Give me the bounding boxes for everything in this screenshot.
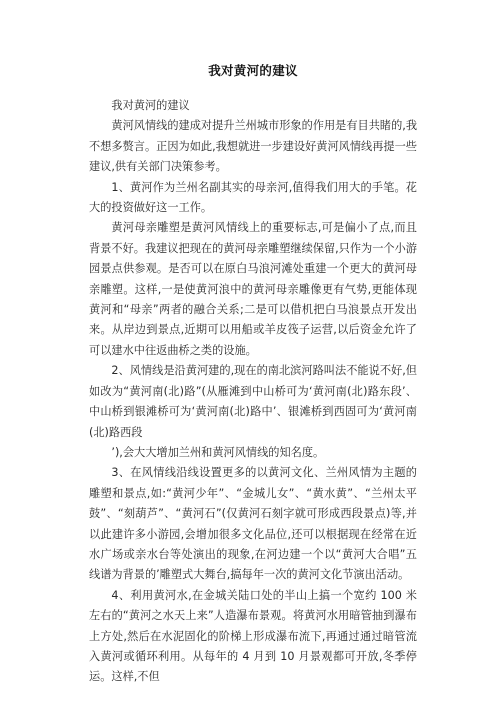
document-body — [89, 96, 417, 688]
paragraph-point-4: 4、利用黄河水,在金城关陆口处的半山上搞一个宽约 100 米左右的“黄河之水天上来”人造瀑布景观。将黄河水用暗管抽到瀑布上方处,然后在水泥固化的阶梯上形成瀑布流下,再通过通过暗管流入黄河或循环利用。从每年的 4 月到 10 月景观都可开放,冬季停运。这样,不但 — [89, 588, 417, 684]
paragraph-point-3: 3、在风情线沿线设置更多的以黄河文化、兰州风情为主题的雕塑和景点,如:“黄河少年”、“金城儿女”、“黄水黄”、“兰州太平鼓”、“刻葫芦”、“黄河石”(仅黄河石刻字就可形成西段景点)等,并以此建许多小游园,会增加很多文化品位,还可以根据现在经常在近水广场或亲水台等处演出的现象,在河边建一个以“黄河大合唱”五线谱为背景的’雕塑式大舞台,搞每年一次的黄河文化节演出活动。 — [89, 466, 417, 582]
paragraph-point-1-detail: 黄河母亲雕塑是黄河风情线上的重要标志,可是偏小了点,而且背景不好。我建议把现在的黄河母亲雕塑继续保留,只作为一个小游园景点供参观。是否可以在原白马浪河滩处重建一个更大的黄河母亲雕塑。这样,一是使黄河浪中的黄河母亲雕像更有气势,更能体现黄河和“母亲”两者的融合关系;二是可以借机把白马浪景点开发出来。从岸边到景点,近期可以用船或羊皮筏子运营,以后资金允许了可以建水中往返曲桥之类的设施。 — [89, 221, 417, 357]
paragraph-intro: 黄河风情线的建成对提升兰州城市形象的作用是有目共睹的,我不想多赘言。正因为如此,我想就进一步建设好黄河风情线再提一些建议,供有关部门决策参考。 — [89, 119, 418, 174]
paragraph-subtitle: 我对黄河的建议 — [111, 99, 190, 112]
paragraph-point-2-continued: ’),会大大增加兰州和黄河风情线的知名度。 — [111, 445, 325, 459]
document-title: 我对黄河的建议 — [208, 63, 298, 78]
paragraph-point-2: 2、风情线是沿黄河建的,现在的南北滨河路叫法不能说不好,但如改为“黄河南(北)路”(从雁滩到中山桥可为‘黄河南(北)路东段’、中山桥到银滩桥可为‘黄河南(北)路中’、银滩桥到西固可为‘黄河南(北)路西段 — [89, 364, 417, 439]
paragraph-point-1: 1、黄河作为兰州名副其实的母亲河,值得我们用大的手笔。花大的投资做好这一工作。 — [89, 180, 417, 215]
